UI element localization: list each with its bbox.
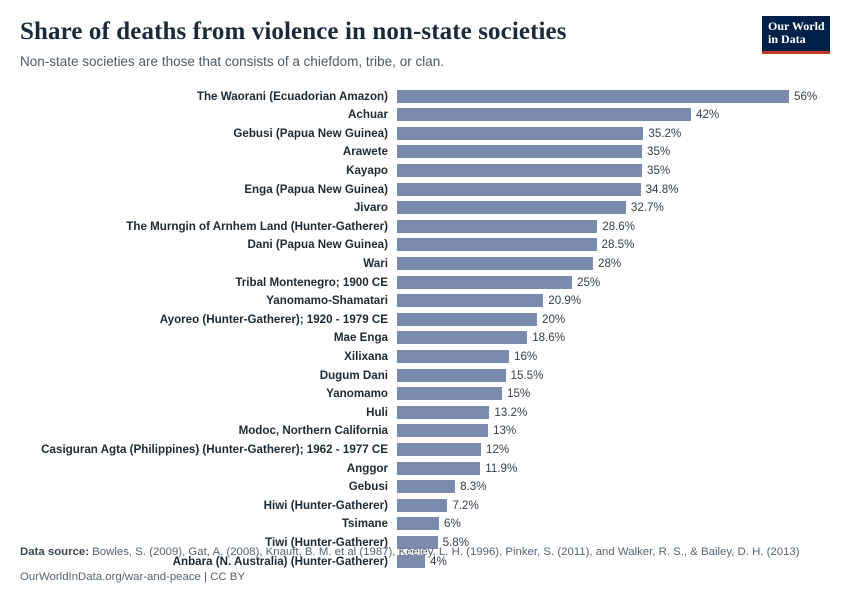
bar-label: Huli <box>366 405 388 419</box>
bar-label: Jivaro <box>353 201 388 215</box>
bar-value-label: 13% <box>493 424 517 438</box>
bar[interactable] <box>397 90 789 103</box>
bar[interactable] <box>397 443 481 456</box>
bar-value-label: 11.9% <box>485 461 518 475</box>
bar-label: Mae Enga <box>333 331 388 345</box>
bar-row[interactable] <box>20 460 830 477</box>
bar-area <box>397 236 830 253</box>
bar-value-label: 35% <box>647 164 671 178</box>
bar-value-label: 25% <box>577 275 601 289</box>
bar-area <box>397 181 830 198</box>
bar-label: Tribal Montenegro; 1900 CE <box>235 275 388 289</box>
page-title: Share of deaths from violence in non-state societies <box>20 18 567 45</box>
bar-label: Anggor <box>346 461 388 475</box>
bar-row[interactable] <box>20 311 830 328</box>
bar[interactable] <box>397 183 641 196</box>
bar-area <box>397 255 830 272</box>
logo-line-2: in Data <box>768 31 806 46</box>
bar-area <box>397 497 830 514</box>
bar[interactable] <box>397 406 489 419</box>
bar-label: Tiwi (Hunter-Gatherer) <box>265 535 388 549</box>
bar-value-label: 28% <box>598 257 622 271</box>
bar-row[interactable] <box>20 274 830 291</box>
bar-row[interactable] <box>20 218 830 235</box>
bar-row[interactable] <box>20 292 830 309</box>
bar-label: Ayoreo (Hunter-Gatherer); 1920 - 1979 CE <box>159 312 388 326</box>
bar-area <box>397 311 830 328</box>
bar-row[interactable] <box>20 422 830 439</box>
bar-row[interactable] <box>20 162 830 179</box>
bar-area <box>397 460 830 477</box>
bar-value-label: 13.2% <box>494 405 528 419</box>
bar-label: Achuar <box>348 108 388 122</box>
bar-area <box>397 367 830 384</box>
bar-label: Xilixana <box>344 350 388 363</box>
bar-row[interactable] <box>20 199 830 216</box>
bar-row[interactable] <box>20 515 830 532</box>
bar-label: Gebusi (Papua New Guinea) <box>233 126 388 140</box>
bar-row[interactable] <box>20 125 830 142</box>
bar-value-label: 32.7% <box>630 201 664 215</box>
bar[interactable] <box>397 127 643 140</box>
bar-value-label: 34.8% <box>645 182 679 196</box>
bar[interactable] <box>397 424 488 437</box>
bar-area <box>397 125 830 142</box>
bar-label: Hiwi (Hunter-Gatherer) <box>263 498 388 512</box>
bar-row[interactable] <box>20 143 830 160</box>
bar[interactable] <box>397 257 593 270</box>
bar[interactable] <box>397 145 642 158</box>
bar-label: Gebusi <box>348 480 388 494</box>
bar-label: Tsimane <box>341 517 388 531</box>
bar-label: The Murngin of Arnhem Land (Hunter-Gatherer) <box>126 219 388 233</box>
bar-row[interactable] <box>20 385 830 402</box>
bar-row[interactable] <box>20 367 830 384</box>
bar[interactable] <box>397 238 597 251</box>
bar-row[interactable] <box>20 478 830 495</box>
bar-label: The Waorani (Ecuadorian Amazon) <box>196 89 388 103</box>
bar-area <box>397 106 830 123</box>
data-source <box>20 544 830 561</box>
bar-area <box>397 441 830 458</box>
bar-label: Yanomamo <box>326 387 388 401</box>
data-source-label: Data source: <box>20 545 90 558</box>
bar-value-label: 15% <box>507 387 531 401</box>
bar-value-label: 7.2% <box>452 498 479 512</box>
bar-area <box>397 404 830 421</box>
bar-area <box>397 348 830 365</box>
bar-area <box>397 329 830 346</box>
bar-area <box>397 515 830 532</box>
owid-logo[interactable] <box>762 16 830 54</box>
bar-area <box>397 143 830 160</box>
bar-value-label: 20% <box>542 312 566 326</box>
bar-area <box>397 385 830 402</box>
bar-value-label: 12% <box>486 442 510 456</box>
bar[interactable] <box>397 276 572 289</box>
bar-row[interactable] <box>20 236 830 253</box>
bar-value-label: 4% <box>430 554 447 568</box>
bar-row[interactable] <box>20 497 830 514</box>
bar[interactable] <box>397 350 509 363</box>
data-source-text: Bowles, S. (2009), Gat, A. (2008), Knauft, B. M. et al (1987), Keeley, L. H. (1996), Pinker, S. (2011), and Walker, R. S., & Bailey, D. H. (2013) <box>92 545 800 558</box>
bar-area <box>397 422 830 439</box>
bar-area <box>397 218 830 235</box>
bar[interactable] <box>397 369 506 382</box>
bar-row[interactable] <box>20 441 830 458</box>
bar[interactable] <box>397 331 527 344</box>
bar-value-label: 56% <box>794 89 818 103</box>
bar[interactable] <box>397 480 455 493</box>
bar[interactable] <box>397 220 597 233</box>
bar-area <box>397 274 830 291</box>
bar-chart <box>20 88 830 570</box>
bar-area <box>397 88 830 105</box>
bar[interactable] <box>397 294 543 307</box>
bar-value-label: 28.6% <box>602 219 636 233</box>
bar-row[interactable] <box>20 255 830 272</box>
bar[interactable] <box>397 499 447 512</box>
bar-value-label: 28.5% <box>601 238 635 252</box>
bar-value-label: 35% <box>647 145 671 159</box>
bar-label: Wari <box>363 257 388 271</box>
bar-area <box>397 199 830 216</box>
bar[interactable] <box>397 517 439 530</box>
bar-row[interactable] <box>20 329 830 346</box>
bar-value-label: 35.2% <box>648 126 682 140</box>
bar-row[interactable] <box>20 88 830 105</box>
logo-line-1: Our World <box>768 19 825 33</box>
bar[interactable] <box>397 164 642 177</box>
bar[interactable] <box>397 387 502 400</box>
bar-label: Modoc, Northern California <box>238 424 388 438</box>
bar-label: Dugum Dani <box>319 368 388 382</box>
bar[interactable] <box>397 462 480 475</box>
bar-label: Yanomamo-Shamatari <box>266 294 388 308</box>
bar[interactable] <box>397 108 691 121</box>
bar-label: Enga (Papua New Guinea) <box>244 182 388 196</box>
bar-label: Anbara (N. Australia) (Hunter-Gatherer) <box>172 554 388 568</box>
page-subtitle: Non-state societies are those that consists of a chiefdom, tribe, or clan. <box>20 53 444 69</box>
bar-area <box>397 162 830 179</box>
bar-value-label: 16% <box>514 350 538 363</box>
bar-value-label: 6% <box>444 517 461 531</box>
bar-row[interactable] <box>20 348 830 365</box>
bar[interactable] <box>397 313 537 326</box>
chart-footer <box>20 544 830 586</box>
bar-value-label: 18.6% <box>532 331 566 345</box>
bar-label: Arawete <box>342 145 388 159</box>
bar[interactable] <box>397 201 626 214</box>
bar-label: Kayapo <box>346 164 388 178</box>
footer-link[interactable]: OurWorldInData.org/war-and-peace | CC BY <box>20 571 245 584</box>
bar-value-label: 20.9% <box>548 294 582 308</box>
bar-area <box>397 292 830 309</box>
bar-value-label: 8.3% <box>460 480 487 494</box>
bar-value-label: 15.5% <box>510 368 544 382</box>
bar-label: Dani (Papua New Guinea) <box>247 238 388 252</box>
bar-area <box>397 478 830 495</box>
bar-row[interactable] <box>20 404 830 421</box>
bar-value-label: 5.8% <box>442 535 470 549</box>
bar-label: Casiguran Agta (Philippines) (Hunter-Gatherer); 1962 - 1977 CE <box>41 442 388 456</box>
bar-value-label: 42% <box>696 108 720 122</box>
bar-row[interactable] <box>20 181 830 198</box>
bar-row[interactable] <box>20 106 830 123</box>
chart-header <box>20 18 830 70</box>
